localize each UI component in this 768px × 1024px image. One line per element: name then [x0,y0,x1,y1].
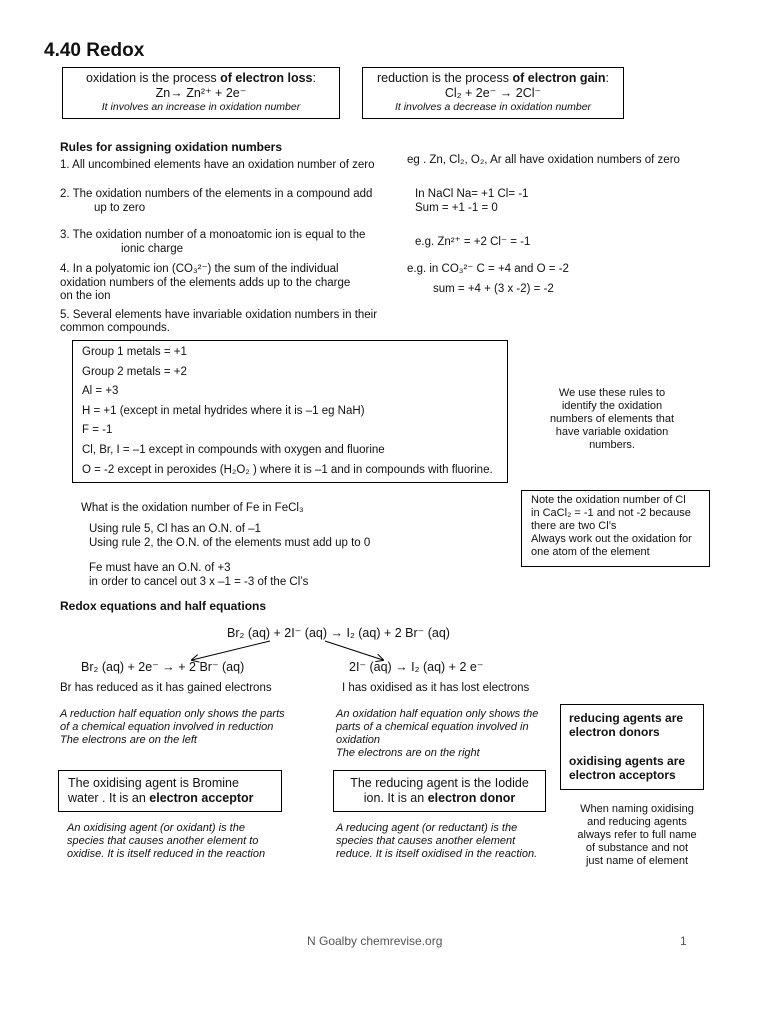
example-rule-4a: e.g. in CO₃²⁻ C = +4 and O = -2 [407,263,569,275]
naming-note-line: and reducing agents [587,815,687,828]
reduction-definition-emphasis: of electron gain [512,71,606,85]
naming-note-line: just name of element [585,854,689,867]
fecl3-question: What is the oxidation number of Fe in FeCl₃ [81,502,304,514]
invariable-hydrogen: H = +1 (except in metal hydrides where it is –1 eg NaH) [82,404,365,417]
fecl3-step-4: in order to cancel out 3 x –1 = -3 of the Cl’s [89,576,309,588]
oxidation-definition-line [63,71,339,86]
page-title: 4.40 Redox [44,40,145,61]
rules-note-line: have variable oxidation [555,425,669,438]
example-rule-3: e.g. Zn²⁺ = +2 Cl⁻ = -1 [415,236,531,248]
footer-credit: N Goalby chemrevise.org [307,934,443,948]
reducing-agent-line-2 [334,791,545,806]
rules-note-line: We use these rules to [558,387,666,399]
example-rule-4b: sum = +4 + (3 x -2) = -2 [433,283,554,295]
reduction-definition-line [363,71,623,86]
oxidising-agent-line-2 [68,791,281,806]
oxidation-example-equation: Zn→ Zn²⁺ + 2e⁻ [155,85,247,100]
rules-heading: Rules for assigning oxidation numbers [60,140,283,154]
agents-summary-line: reducing agents are [569,711,684,725]
reduction-definition-note: It involves a decrease in oxidation number [394,100,592,113]
invariable-halogens: Cl, Br, I = –1 except in compounds with oxygen and fluorine [82,443,385,456]
oxidant-definition-line: oxidise. It is itself reduced in the reaction [67,847,266,860]
oxidising-agent-box [58,770,282,812]
main-redox-equation: Br₂ (aq) + 2I⁻ (aq) → I₂ (aq) + 2 Br⁻ (aq) [227,626,450,640]
invariable-fluorine: F = -1 [82,424,113,437]
rule-5: 5. Several elements have invariable oxidation numbers in their [60,309,378,321]
reduced-statement: Br has reduced as it has gained electrons [60,682,272,694]
reduction-half-note-line: of a chemical equation involved in reduction [60,720,274,733]
oxidation-half-note-line: An oxidation half equation only shows the [336,708,539,720]
agents-summary-line: electron donors [569,725,660,740]
reducing-agent-text: ion. It is an [363,790,428,805]
reducing-agent-line: The reducing agent is the Iodide [350,776,529,790]
reduction-example-equation: Cl₂ + 2e⁻ → 2Cl⁻ [444,85,542,100]
example-rule-2b: Sum = +1 -1 = 0 [415,202,498,214]
oxidising-agent-text: water . It is an [68,790,150,805]
reductant-definition [336,822,537,861]
reduction-definition-colon: : [605,71,610,85]
invariable-oxidation-numbers-box [72,340,508,483]
reducing-agent-box [333,770,546,812]
naming-note [560,803,714,868]
reduction-half-note-line: A reduction half equation only shows the parts [60,708,285,720]
oxidation-half-note-line: The electrons are on the right [336,746,480,759]
rule-5-cont: common compounds. [60,322,170,334]
cacl2-note-line: one atom of the element [531,545,650,558]
fecl3-step-3: Fe must have an O.N. of +3 [89,562,231,574]
reduction-definition-text: reduction is the process [376,71,513,85]
oxidation-definition-box [62,67,340,119]
oxidation-definition-note: It involves an increase in oxidation number [101,100,301,113]
reducing-agent-emphasis: electron donor [427,790,516,805]
cacl2-note-line: Note the oxidation number of Cl [531,494,686,506]
reductant-definition-line: species that causes another element [336,834,516,847]
rules-note-line: numbers of elements that [549,412,675,425]
rule-4: 4. In a polyatomic ion (CO₃²⁻) the sum of the individual [60,263,339,275]
naming-note-line: When naming oxidising [580,803,694,815]
cacl2-note-box [521,490,710,567]
oxidising-agent-line: The oxidising agent is Bromine [68,776,239,790]
cacl2-note-line: Always work out the oxidation for [531,532,692,545]
rule-2: 2. The oxidation numbers of the elements in a compound add [60,188,373,200]
oxidation-definition-colon: : [312,71,316,85]
oxidation-half-equation: 2I⁻ (aq) → I₂ (aq) + 2 e⁻ [349,660,484,674]
page-number: 1 [680,934,687,948]
oxidant-definition-line: An oxidising agent (or oxidant) is the [67,822,245,834]
rule-2-cont: up to zero [94,202,146,214]
oxidising-agent-emphasis: electron acceptor [149,790,254,805]
fecl3-step-2: Using rule 2, the O.N. of the elements must add up to 0 [89,537,371,549]
reduction-half-equation: Br₂ (aq) + 2e⁻ → + 2 Br⁻ (aq) [81,660,245,674]
oxidised-statement: I has oxidised as it has lost electrons [342,682,530,694]
reductant-definition-line: reduce. It is itself oxidised in the reaction. [336,847,538,860]
oxidant-definition [67,822,265,861]
oxidant-definition-line: species that causes another element to [67,834,259,847]
redox-heading: Redox equations and half equations [60,599,267,613]
cacl2-note-line: there are two Cl’s [531,519,617,532]
invariable-aluminium: Al = +3 [82,385,119,398]
rules-usage-note [534,387,690,452]
invariable-oxygen: O = -2 except in peroxides (H₂O₂ ) where it is –1 and in compounds with fluorine. [82,463,493,476]
oxidation-half-note-line: parts of a chemical equation involved in [336,720,529,733]
rule-4-cont: oxidation numbers of the elements adds up to the charge [60,277,351,289]
agents-summary-line: electron acceptors [569,768,676,783]
rule-3: 3. The oxidation number of a monoatomic ion is equal to the [60,229,366,241]
reduction-half-note-line: The electrons are on the left [60,733,197,746]
arrow-to-reduction [192,641,270,660]
cacl2-note-line: in CaCl₂ = -1 and not -2 because [531,506,691,519]
agents-summary-line: oxidising agents are [569,754,686,769]
oxidation-definition-emphasis: of electron loss [220,71,313,85]
oxidation-half-note-line: oxidation [336,733,381,746]
reductant-definition-line: A reducing agent (or reductant) is the [336,822,518,834]
rules-note-line: numbers. [589,438,635,451]
naming-note-line: always refer to full name [577,828,697,841]
agents-summary-box [560,704,704,790]
rule-3-cont: ionic charge [121,243,184,255]
reduction-definition-box [362,67,624,119]
invariable-group2: Group 2 metals = +2 [82,365,187,378]
naming-note-line: of substance and not [585,841,689,854]
example-rule-2a: In NaCl Na= +1 Cl= -1 [415,188,529,200]
rules-note-line: identify the oxidation [561,399,663,412]
rule-4-cont2: on the ion [60,290,111,302]
reduction-half-note [60,708,285,747]
arrow-to-oxidation [325,641,383,660]
example-rule-1: eg . Zn, Cl₂, O₂, Ar all have oxidation numbers of zero [407,154,680,166]
rule-1: 1. All uncombined elements have an oxidation number of zero [60,159,375,171]
invariable-group1: Group 1 metals = +1 [82,346,187,358]
fecl3-step-1: Using rule 5, Cl has an O.N. of –1 [89,523,261,535]
oxidation-definition-text: oxidation is the process [86,71,221,85]
oxidation-half-note [336,708,538,760]
